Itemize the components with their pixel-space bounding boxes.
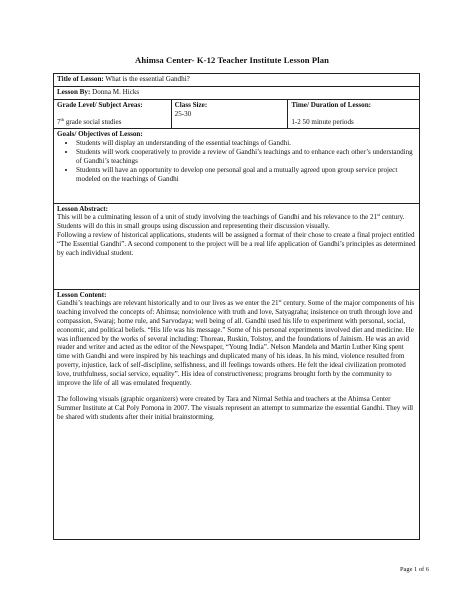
info-row [54,100,420,129]
grade-value: 7th grade social studies [57,116,122,126]
title-label: Title of Lesson: [57,75,104,83]
class-size-value: 25-30 [174,109,192,118]
duration-label: Time/ Duration of Lesson: [291,101,372,109]
duration-cell [288,100,420,129]
goal-item: • Students will display an understanding of the essential teachings of Gandhi. [76,139,416,148]
lesson-plan-table [53,73,420,540]
abstract-row [54,203,420,289]
goals-row [54,128,420,203]
class-size-cell [171,100,288,129]
goal-item: • Students will work cooperatively to provide a review of Gandhi’s teachings and to enhance each other’s understanding of Gandhi’s teachings [76,148,416,166]
content-paragraph: The following visuals (graphic organizers) were created by Tara and Nirmal Sethia and teachers at the Ahimsa Center Summer Institute at Cal Poly Pomona in 2007. The visuals represent an attempt to summarize the essential Gandhi. They will be shared with students after their initial brainstorming. [57,395,414,421]
page-number: Page 1 of 6 [400,566,429,573]
goal-item: • Students will have an opportunity to develop one personal goal and a mutually agreed upon group service project modeled on the teachings of Gandhi [76,166,416,184]
abstract-label: Lesson Abstract: [57,204,109,213]
abstract-paragraph: Following a review of historical applications, students will be assigned a format of their chose to create a final project entitled “The Essential Gandhi”. A second component to the project will be a real life application of Gandhi’s principles as determined by each individual student. [57,230,416,257]
duration-value: 1-2 50 minute periods [291,117,354,126]
author-label: Lesson By: [57,88,91,96]
abstract-paragraph: This will be a culminating lesson of a unit of study involving the teachings of Gandhi and his relevance to the 21st century. Students will do this in small groups using discussion and representing their discussion visually. [57,212,405,231]
author-row [54,87,420,100]
grade-cell [54,100,172,129]
content-row [54,289,420,539]
content-paragraph: Gandhi’s teachings are relevant historically and to our lives as we enter the 21st century. Some of the major components of his teaching involved the concepts of: Ahimsa; nonviolence with truth and love, Satyagraha; insistence on truth through love and compassion, Swaraj; home rule, and Sarvodaya; well being of all. Gandhi used his life to experiment with personal, social, economic, and political beliefs. “His life was his message.” Some of his personal experiments involved diet and medicine. He was influenced by the works of several including: Thoreau, Ruskin, Tolstoy, and the foundations of Jainism. He was an avid reader and writer and acted as the editor of the Newspaper, “Young India”. Nelson Mandela and Martin Luther King spent time with Gandhi and were inspired by his teachings and duplicated many of his ideas. In his mind, violence resulted from poverty, injustice, lack of self-discipline, selfishness, and ill feelings towards others. He felt the ideal civilization promoted love, truthfulness, social service, equality”. His idea of constructiveness; programs brought forth by the community to improve the life of all was emulated frequently. [57,298,415,387]
content-label: Lesson Content: [57,290,107,299]
author-value: Donna M. Hicks [90,88,140,96]
class-size-label: Class Size: [174,101,208,109]
goals-label: Goals/ Objectives of Lesson: [57,129,143,138]
document-title: Ahimsa Center- K-12 Teacher Institute Lesson Plan [135,55,329,65]
title-row [54,74,420,87]
goals-list [57,139,416,183]
title-value: What is the essential Gandhi? [103,75,190,83]
grade-label: Grade Level/ Subject Areas: [57,101,143,109]
